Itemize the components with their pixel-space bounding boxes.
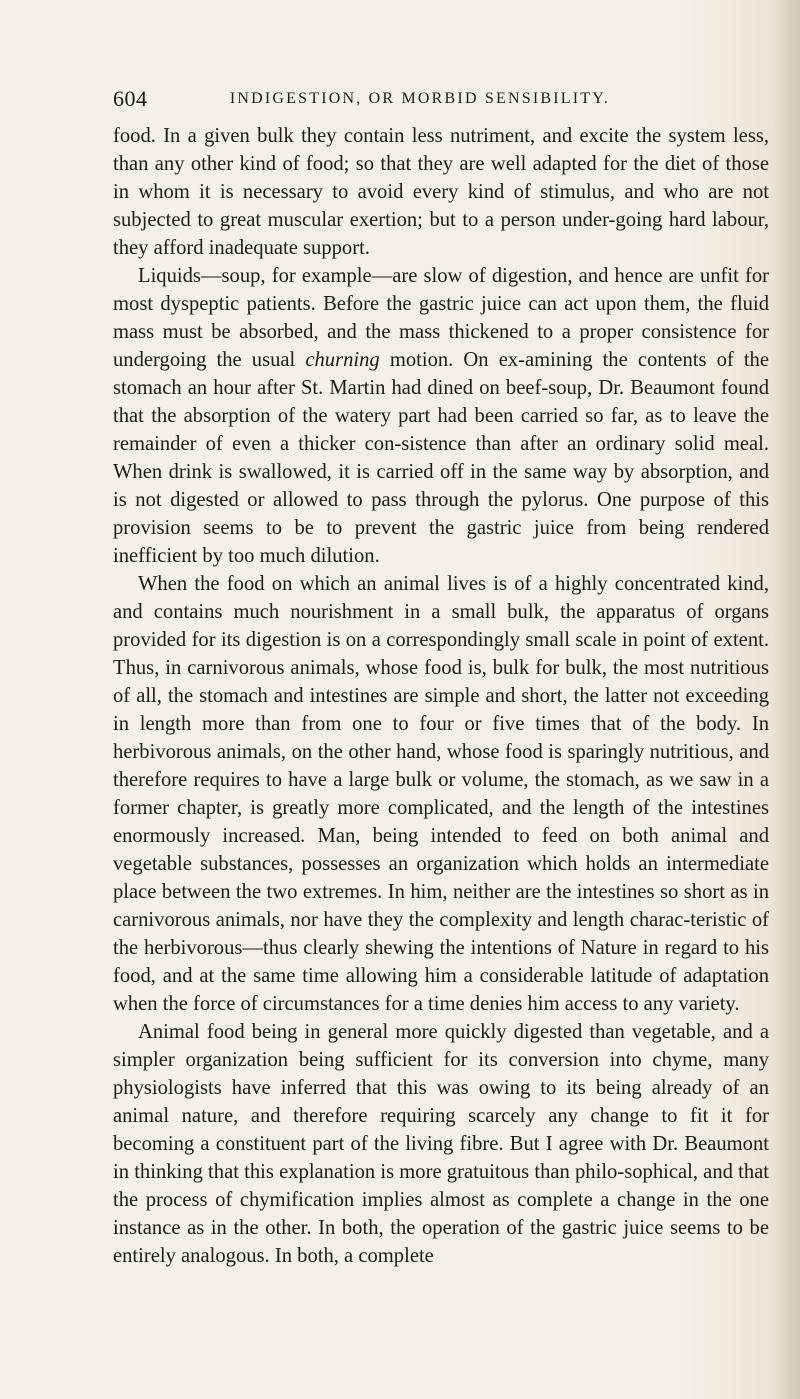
running-title: INDIGESTION, OR MORBID SENSIBILITY.: [229, 90, 611, 107]
paragraph-1: food. In a given bulk they contain less nutriment, and excite the system less, than any other kind of food; so that they are well adapted for the diet of those in whom it is necessary to avoid every kind of stimulus, and who are not subjected to great muscular exertion; but to a person under-going hard labour, they afford inadequate support.: [113, 125, 769, 259]
emphasis-churning: churning: [305, 349, 380, 371]
paragraph-2: Liquids—soup, for example—are slow of digestion, and hence are unfit for most dyspeptic patients. Before the gastric juice can act upon them, the fluid mass must be absorbed, and the mass thickened to a proper consistence for undergoing the usual churning motion. On ex-amining the contents of the stomach an hour after St. Martin had dined on beef-soup, Dr. Beaumont found that the absorption of the watery part had been carried so far, as to leave the remainder of even a thicker con-sistence than after an ordinary solid meal. When drink is swallowed, it is carried off in the same way by absorption, and is not digested or allowed to pass through the pylorus. One purpose of this provision seems to be to prevent the gastric juice from being rendered inefficient by too much dilution.: [113, 265, 769, 567]
page-edge-shadow: [772, 0, 800, 1399]
page-number: 604: [113, 86, 148, 111]
running-head: [0, 0, 800, 110]
paragraph-3: When the food on which an animal lives is of a highly concentrated kind, and contains much nourishment in a small bulk, the apparatus of organs provided for its digestion is on a correspondingly small scale in point of extent. Thus, in carnivorous animals, whose food is, bulk for bulk, the most nutritious of all, the stomach and intestines are simple and short, the latter not exceeding in length more than from one to four or five times that of the body. In herbivorous animals, on the other hand, whose food is sparingly nutritious, and therefore requires to have a large bulk or volume, the stomach, as we saw in a former chapter, is greatly more complicated, and the length of the intestines enormously increased. Man, being intended to feed on both animal and vegetable substances, possesses an organization which holds an intermediate place between the two extremes. In him, neither are the intestines so short as in carnivorous animals, nor have they the complexity and length charac-teristic of the herbivorous—thus clearly shewing the intentions of Nature in regard to his food, and at the same time allowing him a considerable latitude of adaptation when the force of circumstances for a time denies him access to any variety.: [113, 573, 769, 1015]
body-text: [113, 122, 769, 1270]
paragraph-4: Animal food being in general more quickly digested than vegetable, and a simpler organization being sufficient for its conversion into chyme, many physiologists have inferred that this was owing to its being already of an animal nature, and therefore requiring scarcely any change to fit it for becoming a constituent part of the living fibre. But I agree with Dr. Beaumont in thinking that this explanation is more gratuitous than philo-sophical, and that the process of chymification implies almost as complete a change in the one instance as in the other. In both, the operation of the gastric juice seems to be entirely analogous. In both, a complete: [113, 1021, 769, 1267]
